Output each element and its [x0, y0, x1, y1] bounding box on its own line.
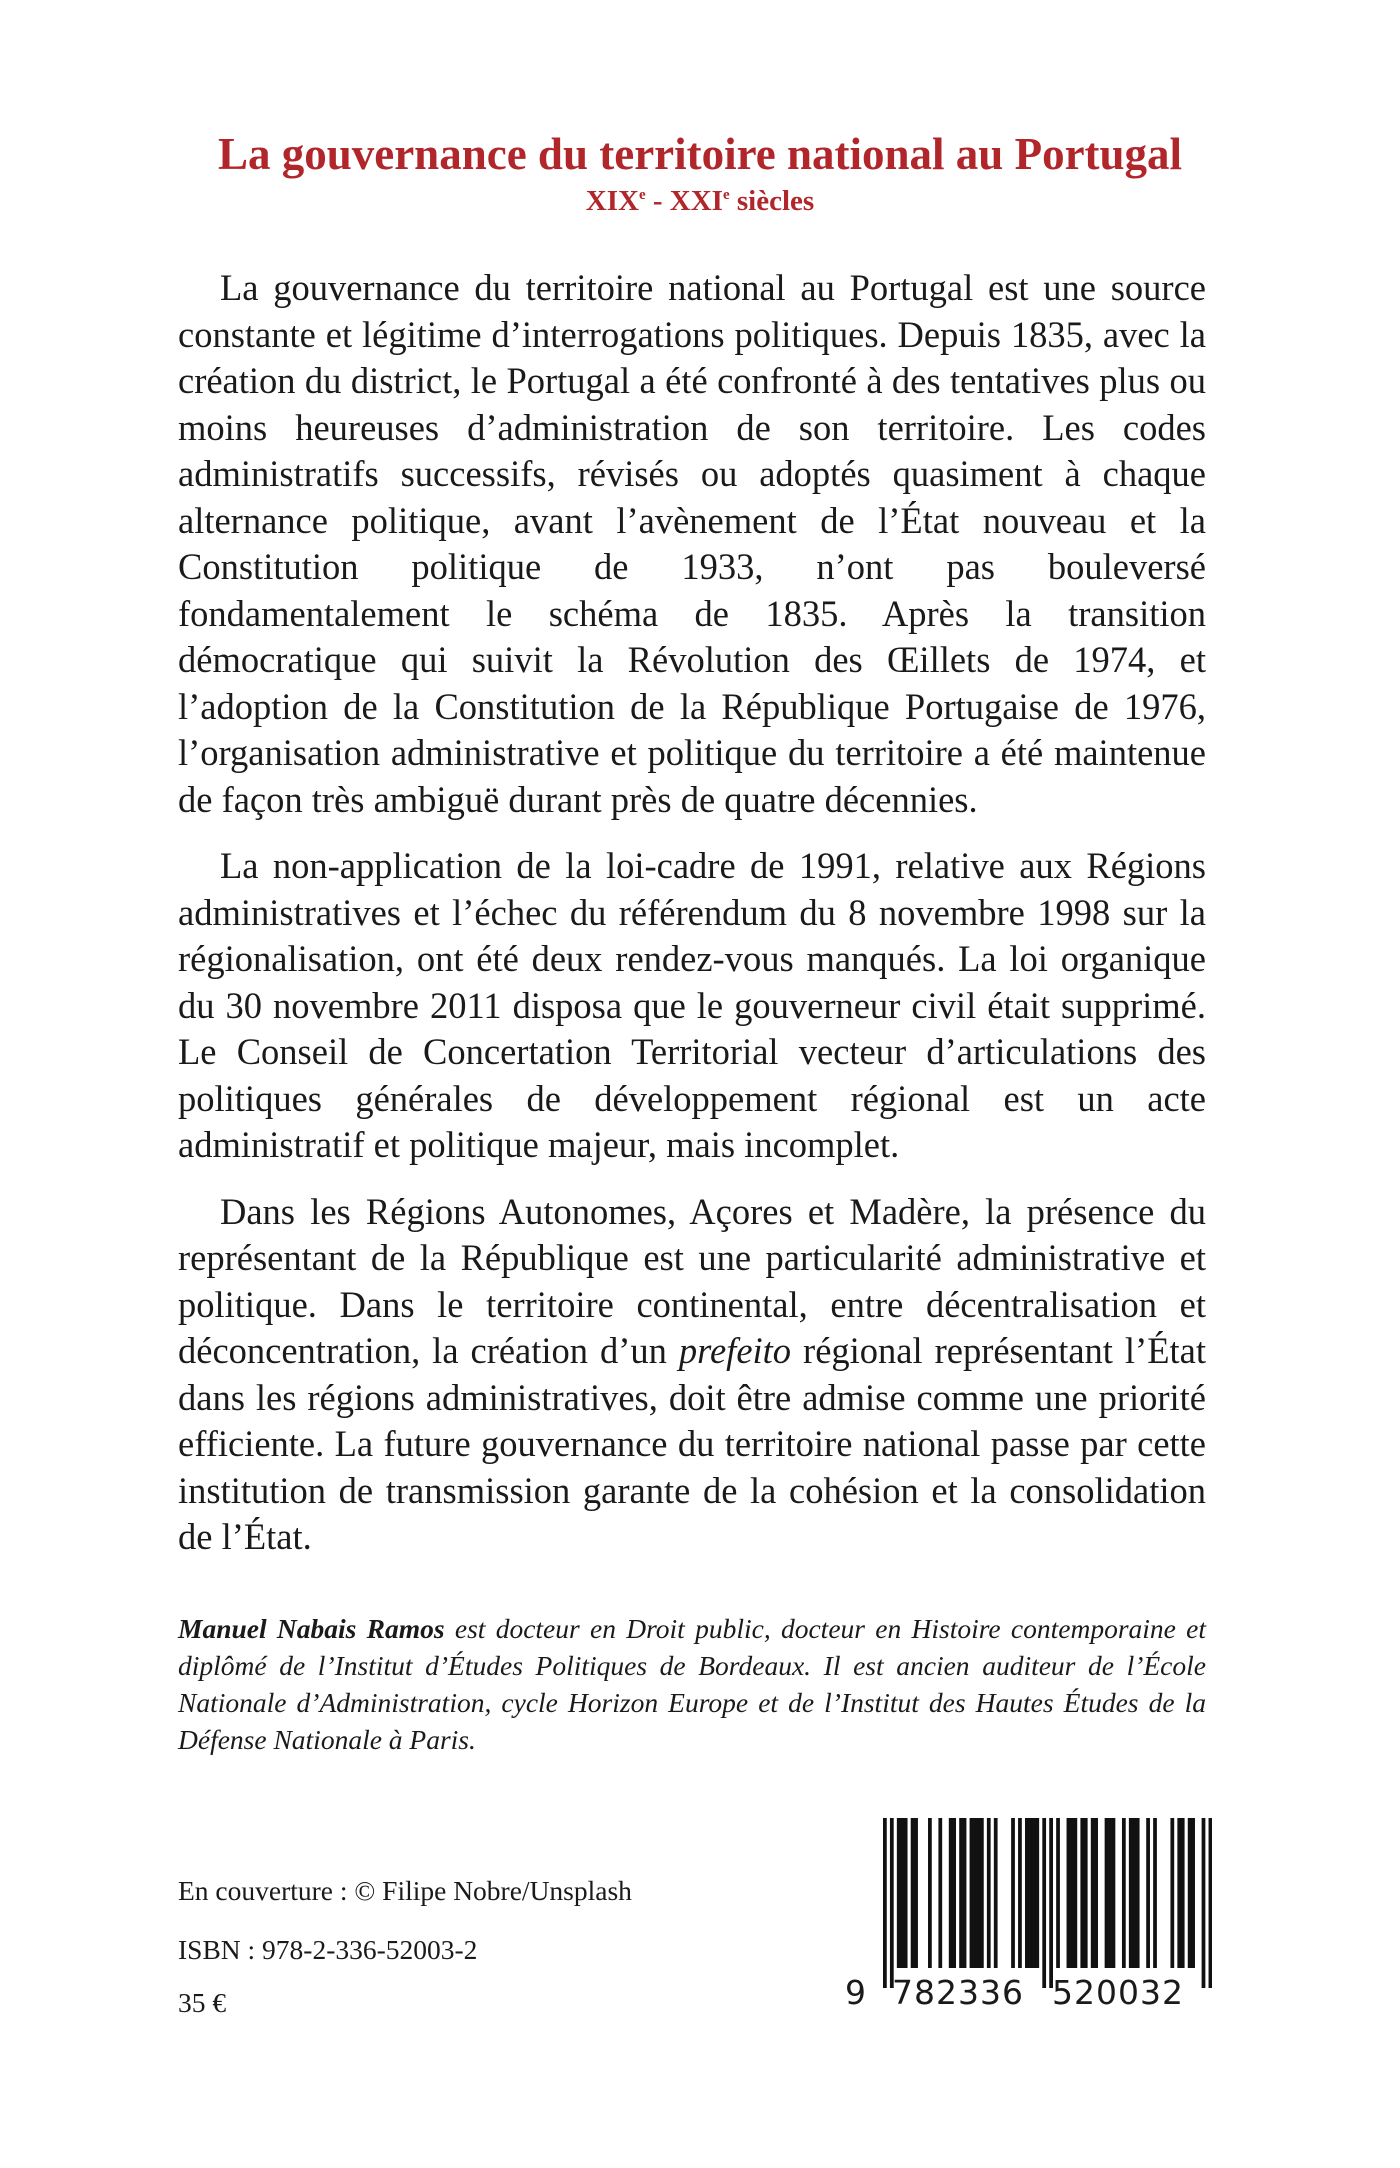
barcode-bar	[1122, 1818, 1126, 1968]
subtitle-century-end-sup: e	[722, 187, 730, 203]
subtitle-separator: -	[645, 185, 670, 217]
author-bio-text: est docteur en Droit public, docteur en Histoire contemporaine et diplômé de l’Institut d’Études Politiques de Bordeaux. Il est ancien auditeur de l’École Nationale d’Administration, cycle Horizon Europe et de l’Institut des Hautes Études de la Défense Nationale à Paris.	[178, 1613, 1206, 1755]
barcode-bar	[1056, 1818, 1060, 1968]
barcode-digits	[845, 1973, 1212, 2013]
subtitle-century-start-sup: e	[638, 187, 646, 203]
book-subtitle	[0, 185, 1400, 218]
author-name: Manuel Nabais Ramos	[178, 1613, 445, 1644]
barcode-bar	[1035, 1818, 1039, 1968]
price: 35 €	[178, 1987, 227, 2018]
barcode-bar	[1084, 1818, 1088, 1968]
barcode-bar	[1188, 1818, 1192, 1968]
barcode-bar	[1181, 1818, 1185, 1968]
barcode-bar	[1177, 1818, 1181, 1968]
barcode-bar	[1108, 1818, 1112, 1968]
barcode-bar	[1028, 1818, 1032, 1968]
barcode-bar	[952, 1818, 956, 1968]
barcode-bar	[1146, 1818, 1150, 1968]
barcode-bar	[904, 1818, 908, 1968]
barcode-bar	[980, 1818, 984, 1968]
barcode-bar	[1025, 1818, 1029, 1968]
barcode-guard-bar	[890, 1818, 894, 1988]
barcode-bar	[1112, 1818, 1116, 1968]
barcode-bar	[977, 1818, 981, 1968]
barcode-bar	[900, 1818, 904, 1968]
barcode-bar	[1136, 1818, 1140, 1968]
barcode-bar	[963, 1818, 967, 1968]
barcode-bar	[897, 1818, 901, 1968]
paragraph-3-after: régional représentant l’État dans les régions administratives, doit être admise comme une priorité efficiente. La future gouvernance du territoire national passe par cette institution de transmission garante de la cohésion et la consolidation de l’État.	[178, 1330, 1206, 1557]
barcode-bar	[1091, 1818, 1095, 1968]
barcode-bar	[1094, 1818, 1098, 1968]
barcode-bar	[928, 1818, 932, 1968]
paragraph-3-italic-term: prefeito	[678, 1330, 792, 1371]
barcode-bar	[970, 1818, 974, 1968]
subtitle-century-start: XIX	[585, 185, 639, 217]
cover-credit: En couverture : © Filipe Nobre/Unsplash	[178, 1875, 632, 1906]
barcode-guard-bar	[1042, 1818, 1046, 1988]
barcode-right-group: 520032	[1052, 1973, 1184, 2012]
barcode-left-group: 782336	[892, 1973, 1024, 2012]
barcode-bar	[949, 1818, 953, 1968]
barcode-guard-bar	[1202, 1818, 1206, 1988]
subtitle-century-end: XXI	[669, 185, 723, 217]
barcode-bar	[1073, 1818, 1077, 1968]
barcode-bar	[1070, 1818, 1074, 1968]
barcode-bar	[1105, 1818, 1109, 1968]
barcode-guard-bar	[1049, 1818, 1053, 1988]
barcode-bar	[1129, 1818, 1133, 1968]
barcode-bar	[1080, 1818, 1084, 1968]
barcode-bar	[1011, 1818, 1015, 1968]
barcode-bar	[987, 1818, 991, 1968]
author-bio	[178, 1610, 1206, 1758]
barcode-bar	[1153, 1818, 1157, 1968]
summary-paragraph-2: La non-application de la loi-cadre de 1991, relative aux Régions administratives et l’échec du référendum du 8 novembre 1998 sur la régionalisation, ont été deux rendez-vous manqués. La loi organique du 30 novembre 2011 disposa que le gouverneur civil était supprimé. Le Conseil de Concertation Territorial vecteur d’articulations des politiques générales de développement régional est un acte administratif et politique majeur, mais incomplet.	[178, 845, 1206, 1165]
barcode-bar	[973, 1818, 977, 1968]
subtitle-rest: siècles	[729, 185, 815, 217]
barcode-guard-bar	[1209, 1818, 1212, 1988]
barcode-bar	[938, 1818, 942, 1968]
isbn: ISBN : 978-2-336-52003-2	[178, 1934, 478, 1965]
barcode-bar	[1067, 1818, 1071, 1968]
summary-paragraph-1: La gouvernance du territoire national au Portugal est une source constante et légitime d’interrogations politiques. Depuis 1835, avec la création du district, le Portugal a été confronté à des tentatives plus ou moins heureuses d’administration de son territoire. Les codes administratifs successifs, révisés ou adoptés quasiment à chaque alternance politique, avant l’avènement de l’État nouveau et la Constitution politique de 1933, n’ont pas bouleversé fondamentalement le schéma de 1835. Après la transition démocratique qui suivit la Révolution des Œillets de 1974, et l’adoption de la Constitution de la République Portugaise de 1976, l’organisation administrative et politique du territoire a été maintenue de façon très ambiguë durant près de quatre décennies.	[178, 267, 1206, 820]
barcode-bar	[1191, 1818, 1195, 1968]
barcode-first-digit: 9	[845, 1973, 866, 2012]
paragraph-3-before: Dans les Régions Autonomes, Açores et Madère, la présence du représentant de la République est une particularité administrative et politique. Dans le territoire continental, entre décentralisation et déconcentration, la création d’un	[178, 1190, 1206, 1371]
barcode-bar	[911, 1818, 915, 1968]
barcode	[845, 1818, 1212, 2014]
barcode-bar	[959, 1818, 963, 1968]
barcode-bar	[994, 1818, 998, 1968]
book-title: La gouvernance du territoire national au Portugal	[217, 129, 1183, 179]
barcode-bar	[1132, 1818, 1136, 1968]
summary-paragraph-3	[178, 1189, 1206, 1561]
summary-text	[178, 265, 1206, 1581]
barcode-bar	[914, 1818, 918, 1968]
barcode-bar	[1018, 1818, 1022, 1968]
barcode-guard-bar	[883, 1818, 887, 1988]
barcode-bar	[1032, 1818, 1036, 1968]
barcode-bar	[1170, 1818, 1174, 1968]
